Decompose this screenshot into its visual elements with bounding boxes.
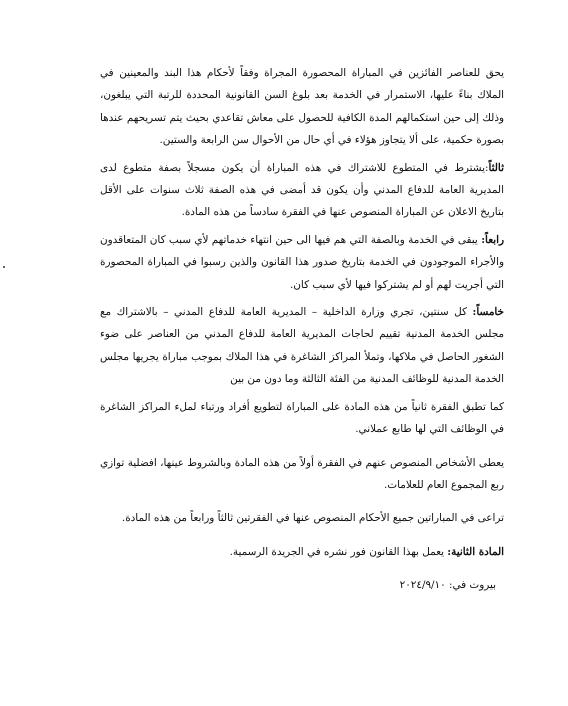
paragraph-preference xyxy=(100,452,504,497)
clause-label: خامساً: xyxy=(472,306,504,319)
clause-label: ثالثاً xyxy=(488,161,504,174)
document-body xyxy=(100,62,504,597)
article-two xyxy=(100,541,504,563)
paragraph-text: كل سنتين، تجري وزارة الداخلية – المديرية العامة للدفاع المدني – بالاشتراك مع مجلس الخدمة المدنية تقييم لحاجات المديرية العامة للدفاع المدني من العناصر على ضوء الشغور الحاصل في ملاكها، وتملأ المراكز الشاغرة في هذا الملاك بموجب مباراة يجريها مجلس الخدمة المدنية للوظائف المدنية من الفئة الثالثة وما دون من بين xyxy=(100,306,504,386)
date-line: بيروت في: ٢٠٢٤/٩/١٠ xyxy=(399,579,496,592)
paragraph-text: يحق للعناصر الفائزين في المباراة المحصورة المجراة وفقاً لأحكام هذا البند والمعينين في الملاك بناءً عليها، الاستمرار في الخدمة بعد بلوغ السن القانونية المحددة للرتبة التي يبلغون، وذلك إلى حين استكمالهم المدة الكافية للحصول على معاش تقاعدي بحيث يتم تسريحهم عندها بصورة حكمية، على ألا يتجاوز هؤلاء في أي حال من الأحوال سن الرابعة والستين. xyxy=(100,67,504,147)
paragraph-text: :يشترط في المتطوع للاشتراك في هذه المباراة أن يكون مسجلاً بصفة متطوع لدى المديرية العامة للدفاع المدني وأن يكون قد أمضى في هذه الصفة ثلاث سنوات على الأقل بتاريخ الاعلان عن المباراة المنصوص عنها في الفقرة سادساً من هذه المادة. xyxy=(100,161,504,219)
paragraph-fifth xyxy=(100,301,504,391)
stray-mark xyxy=(3,266,5,268)
paragraph-fourth xyxy=(100,229,504,296)
clause-label: المادة الثانية: xyxy=(447,545,504,558)
paragraph-text: كما تطبق الفقرة ثانياً من هذه المادة على المباراة لتطويع أفراد ورتباء لملء المراكز الشاغرة في الوظائف التي لها طابع عملاني. xyxy=(100,400,504,436)
paragraph-third xyxy=(100,157,504,224)
paragraph-both-exams xyxy=(100,507,504,529)
paragraph-retention xyxy=(100,62,504,152)
paragraph-text: تراعى في المباراتين جميع الأحكام المنصوص عنها في الفقرتين ثالثاً ورابعاً من هذه المادة. xyxy=(121,512,504,525)
paragraph-text: يعطى الأشخاص المنصوص عنهم في الفقرة أولاً من هذه المادة وبالشروط عينها، افضلية توازي ربع المجموع العام للعلامات. xyxy=(100,456,504,491)
paragraph-second-applies xyxy=(100,396,504,441)
paragraph-text: يعمل بهذا القانون فور نشره في الجريدة الرسمية. xyxy=(229,545,444,558)
clause-label: رابعاً: xyxy=(481,233,504,246)
paragraph-text: يبقى في الخدمة وبالصفة التي هم فيها الى حين انتهاء خدماتهم لأي سبب كان المتعاقدون والأجراء الموجودون في الخدمة بتاريخ صدور هذا القانون والذين رسبوا في المباراة المحصورة التي أجريت لهم أو لم يشتركوا فيها لأي سبب كان. xyxy=(100,233,504,291)
